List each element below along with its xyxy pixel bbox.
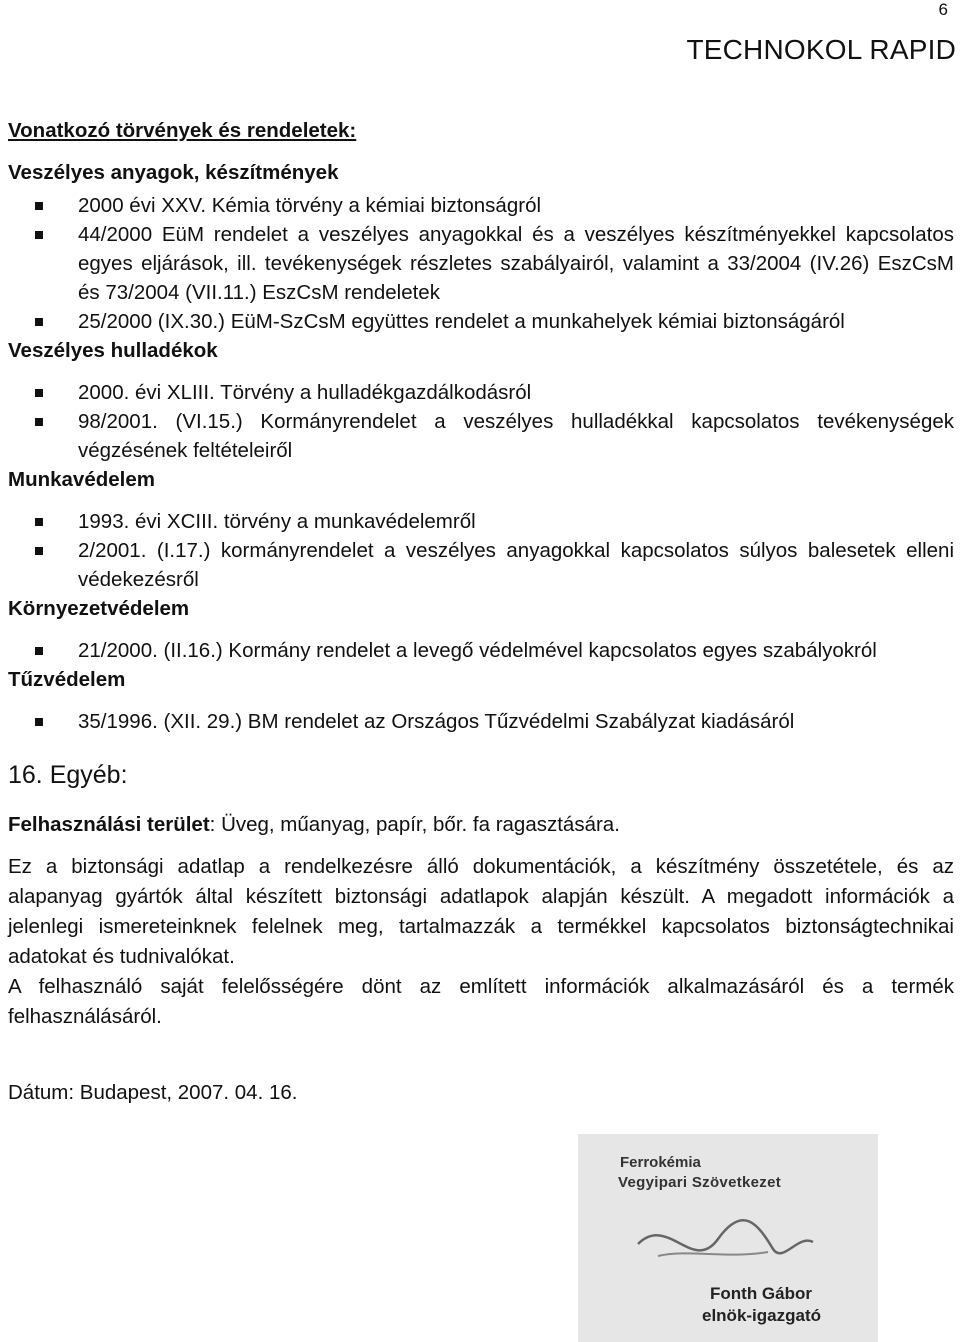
document-body — [8, 116, 954, 1108]
list-item: 2/2001. (I.17.) kormányrendelet a veszélyes anyagokkal kapcsolatos súlyos balesetek elleni védekezésről — [8, 536, 954, 594]
section-title-occupational-safety: Munkavédelem — [8, 468, 155, 491]
list-item: 35/1996. (XII. 29.) BM rendelet az Országos Tűzvédelmi Szabályzat kiadásáról — [8, 707, 954, 736]
hazardous-substances-list — [8, 191, 954, 336]
occupational-safety-list — [8, 507, 954, 594]
environmental-protection-list — [8, 636, 954, 665]
fire-protection-list — [8, 707, 954, 736]
stamp-org-line-2: Vegyipari Szövetkezet — [618, 1174, 782, 1191]
signer-role: elnök-igazgató — [702, 1306, 822, 1325]
usage-line — [8, 810, 954, 840]
laws-heading: Vonatkozó törvények és rendeletek: — [8, 119, 357, 142]
section-title-fire-protection: Tűzvédelem — [8, 668, 126, 691]
list-item: 25/2000 (IX.30.) EüM-SzCsM együttes rendelet a munkahelyek kémiai biztonságáról — [8, 307, 954, 336]
section-16-title: 16. Egyéb: — [8, 761, 128, 789]
usage-value: : Üveg, műanyag, papír, bőr. fa ragasztására. — [209, 813, 620, 836]
list-item: 44/2000 EüM rendelet a veszélyes anyagokkal és a veszélyes készítményekkel kapcsolatos egyes eljárások, ill. tevékenységek részletes szabályairól, valamint a 33/2004 (IV.26) EszCsM és 73/2004 (VII.11.) EszCsM rendeletek — [8, 220, 954, 307]
signature-scribble — [598, 1204, 858, 1284]
company-stamp-signature — [578, 1134, 878, 1342]
list-item: 98/2001. (VI.15.) Kormányrendelet a veszélyes hulladékkal kapcsolatos tevékenységek végzésének feltételeiről — [8, 407, 954, 465]
page-number: 6 — [938, 0, 948, 19]
section-title-environmental-protection: Környezetvédelem — [8, 597, 190, 620]
usage-label: Felhasználási terület — [8, 813, 210, 836]
stamp-org-line-1: Ferrokémia — [620, 1154, 701, 1171]
date-line: Dátum: Budapest, 2007. 04. 16. — [8, 1081, 298, 1104]
list-item: 2000. évi XLIII. Törvény a hulladékgazdálkodásról — [8, 378, 954, 407]
list-item: 21/2000. (II.16.) Kormány rendelet a levegő védelmével kapcsolatos egyes szabályokról — [8, 636, 954, 665]
disclaimer-paragraph-1: Ez a biztonsági adatlap a rendelkezésre álló dokumentációk, a készítmény összetétele, és az alapanyag gyártók által készített biztonsági adatlapok alapján készült. A megadott információk a jelenlegi ismereteinknek felelnek meg, tartalmazzák a termékkel kapcsolatos biztonságtechnikai adatokat és tudnivalókat. — [8, 855, 954, 968]
section-title-hazardous-waste: Veszélyes hulladékok — [8, 339, 218, 362]
list-item: 1993. évi XCIII. törvény a munkavédelemről — [8, 507, 954, 536]
document-title: TECHNOKOL RAPID — [686, 34, 956, 65]
signer-name: Fonth Gábor — [710, 1284, 812, 1303]
section-title-hazardous-substances: Veszélyes anyagok, készítmények — [8, 161, 339, 184]
hazardous-waste-list — [8, 378, 954, 465]
list-item: 2000 évi XXV. Kémia törvény a kémiai biztonságról — [8, 191, 954, 220]
disclaimer-paragraph-2: A felhasználó saját felelősségére dönt az említett információk alkalmazásáról és a termék felhasználásáról. — [8, 975, 954, 1028]
